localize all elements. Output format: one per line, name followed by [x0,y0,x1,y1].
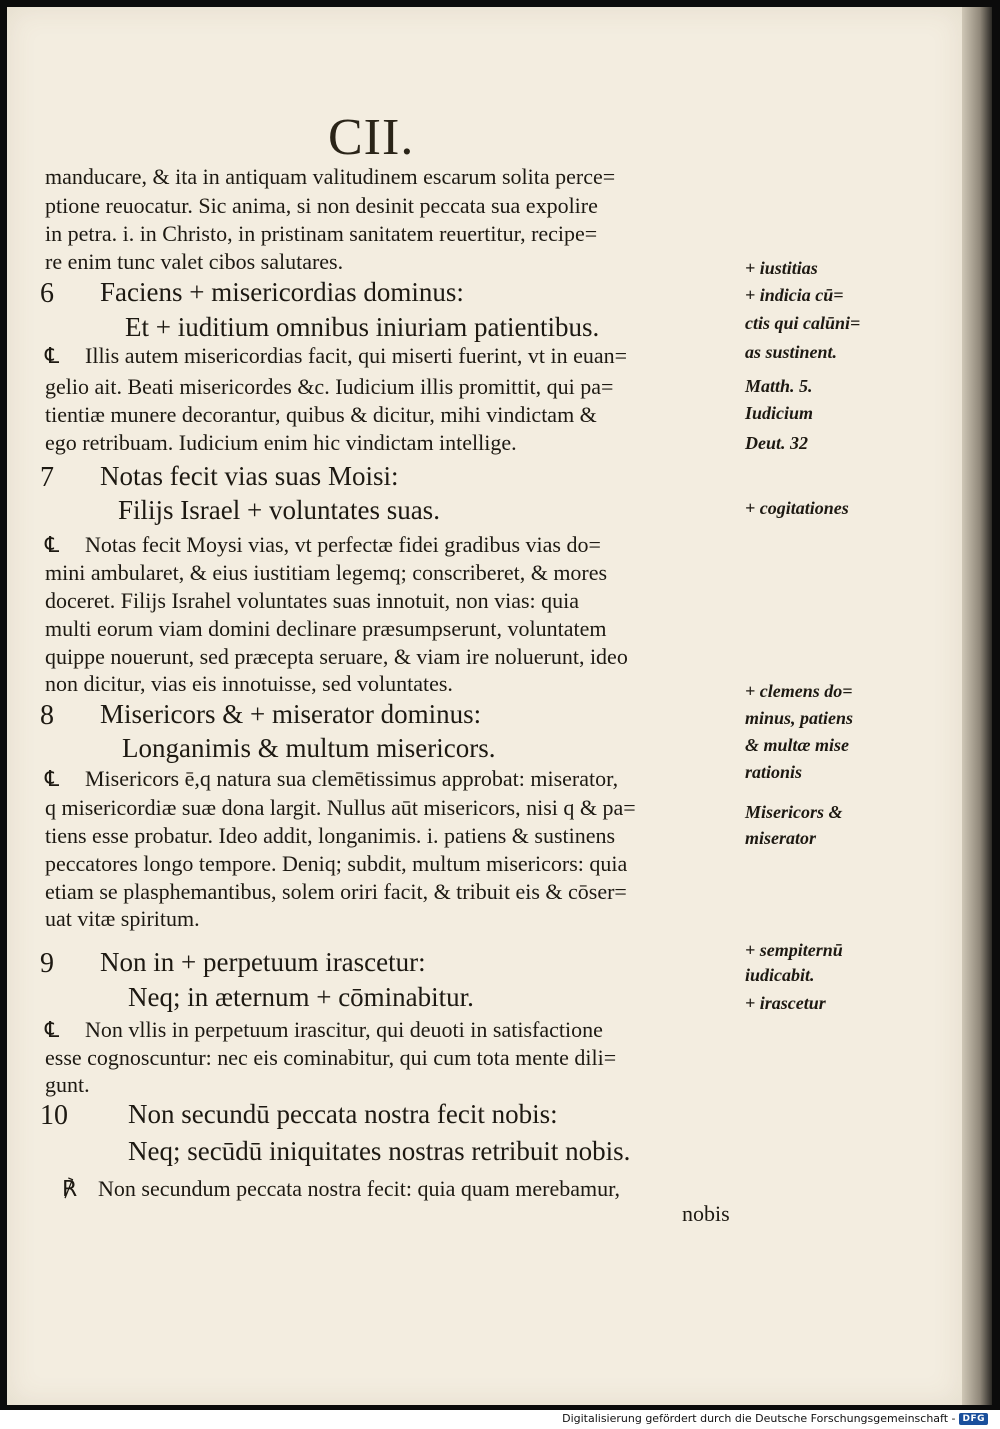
verse-line: Non secundū peccata nostra fecit nobis: [128,1099,558,1129]
margin-note: Matth. 5. [745,376,813,396]
margin-note: & multæ mise [745,735,850,755]
verse-line: Faciens + misericordias dominus: [100,277,464,307]
text-line: Non secundum peccata nostra fecit: quia quam merebamur, [98,1176,621,1201]
text-line: tiens esse probatur. Ideo addit, longanimis. i. patiens & sustinens [45,823,616,848]
verse-line: Notas fecit vias suas Moisi: [100,461,399,491]
paragraph-mark: ℄ [45,532,60,557]
margin-note: minus, patiens [745,708,854,728]
text-line: ego retribuam. Iudicium enim hic vindictam intellige. [45,430,517,455]
verse-number: 8 [40,700,54,731]
verse-number: 6 [40,278,54,309]
text-line: Illis autem misericordias facit, qui miserti fuerint, vt in euan= [85,343,628,368]
margin-note: + indicia cū= [745,285,844,305]
text-line: tientiæ munere decorantur, quibus & dicitur, mihi vindictam & [45,402,597,427]
text-line: peccatores longo tempore. Deniq; subdit, multum misericors: quia [45,851,628,876]
margin-note: rationis [745,762,803,782]
text-line: re enim tunc valet cibos salutares. [45,249,344,274]
dfg-logo[interactable]: DFG [959,1413,988,1425]
text-line: doceret. Filijs Israhel voluntates suas innotuit, non vias: quia [45,588,580,613]
text-line: Non vllis in perpetuum irascitur, qui deuoti in satisfactione [85,1017,603,1042]
text-line: gelio ait. Beati misericordes &c. Iudicium illis promittit, qui pa= [45,374,614,399]
text-line: quippe nouerunt, sed præcepta seruare, & viam ire noluerunt, ideo [45,644,628,669]
book-gutter [962,7,992,1405]
margin-note: miserator [745,828,817,848]
margin-note: Iudicium [745,403,814,423]
margin-note: as sustinent. [745,342,838,362]
text-line: non dicitur, vias eis innotuisse, sed voluntates. [45,671,453,696]
footer-credit: Digitalisierung gefördert durch die Deutsche Forschungsgemeinschaft - [562,1412,956,1425]
margin-note: + sempiternū [745,940,843,960]
digitization-footer [562,1412,988,1425]
verse-number: 7 [40,462,54,493]
verse-line: Misericors & + miserator dominus: [100,699,482,729]
verse-line: Filijs Israel + voluntates suas. [118,495,440,525]
text-line: multi eorum viam domini declinare præsumpserunt, voluntatem [45,616,607,641]
paragraph-mark: ℄ [45,343,60,368]
text-line: q misericordiæ suæ dona largit. Nullus aūt misericors, nisi q & pa= [45,795,636,820]
responsum-mark: ℟ [62,1176,78,1201]
margin-note: ctis qui calūni= [745,313,861,333]
text-line: etiam se plasphemantibus, solem oriri facit, & tribuit eis & cōser= [45,879,627,904]
paragraph-mark: ℄ [45,1017,60,1042]
verse-line: Et + iuditium omnibus iniuriam patientibus. [125,312,600,342]
margin-note: + cogitationes [745,498,849,518]
margin-note: + irascetur [745,993,826,1013]
margin-note: + iustitias [745,258,818,278]
verse-line: Non in + perpetuum irascetur: [100,947,426,977]
verse-line: Neq; secūdū iniquitates nostras retribuit nobis. [128,1136,631,1166]
text-line: gunt. [45,1072,90,1097]
paragraph-mark: ℄ [45,766,60,791]
verse-line: Longanimis & multum misericors. [122,733,496,763]
verse-line: Neq; in æternum + cōminabitur. [128,982,474,1012]
margin-note: Deut. 32 [745,433,808,453]
text-line: manducare, & ita in antiquam valitudinem escarum solita perce= [45,164,616,189]
margin-note: iudicabit. [745,965,815,985]
folio-number: CII. [328,109,415,166]
text-line: Misericors ē,q natura sua clemētissimus approbat: miserator, [85,766,619,791]
text-line: in petra. i. in Christo, in pristinam sanitatem reuertitur, recipe= [45,221,598,246]
text-line: esse cognoscuntur: nec eis cominabitur, qui cum tota mente dili= [45,1045,617,1070]
text-line: Notas fecit Moysi vias, vt perfectæ fidei gradibus vias do= [85,532,601,557]
text-line: ptione reuocatur. Sic anima, si non desinit peccata sua expolire [45,193,598,218]
margin-note: Misericors & [745,802,843,822]
text-line: uat vitæ spiritum. [45,906,200,931]
verse-number: 10 [40,1100,68,1131]
text-line: mini ambularet, & eius iustitiam legemq; conscriberet, & mores [45,560,608,585]
catchword: nobis [682,1201,730,1226]
margin-note: + clemens do= [745,681,853,701]
verse-number: 9 [40,948,54,979]
